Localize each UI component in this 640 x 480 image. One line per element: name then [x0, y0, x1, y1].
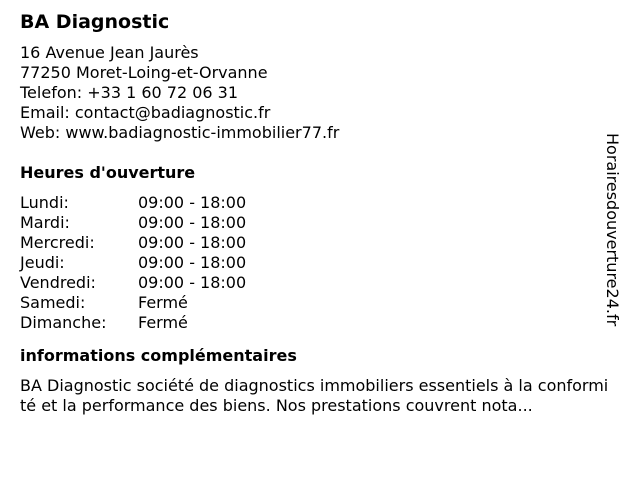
day-label: Mercredi: [20, 233, 95, 252]
day-label: Vendredi: [20, 273, 96, 292]
hours-row-saturday [20, 293, 610, 313]
time-value: 09:00 - 18:00 [138, 233, 247, 252]
time-value: 09:00 - 18:00 [138, 213, 247, 232]
street-address: 16 Avenue Jean Jaurès [20, 43, 199, 62]
day-label: Lundi: [20, 193, 69, 212]
hours-row-tuesday [20, 213, 610, 233]
hours-row-thursday [20, 253, 610, 273]
city-line: 77250 Moret-Loing-et-Orvanne [20, 63, 268, 82]
phone-line: Telefon: +33 1 60 72 06 31 [20, 83, 239, 102]
time-value: 09:00 - 18:00 [138, 193, 247, 212]
hours-row-wednesday [20, 233, 610, 253]
time-value: Fermé [138, 313, 188, 332]
web-line: Web: www.badiagnostic-immobilier77.fr [20, 123, 340, 142]
info-heading: informations complémentaires [20, 346, 297, 365]
hours-table [20, 193, 610, 333]
time-value: Fermé [138, 293, 188, 312]
info-description: BA Diagnostic société de diagnostics immobiliers essentiels à la conformité et la performance des biens. Nos prestations couvrent nota... [20, 376, 609, 415]
business-name: BA Diagnostic [20, 11, 170, 33]
business-card [20, 10, 610, 416]
hours-heading: Heures d'ouverture [20, 163, 196, 182]
time-value: 09:00 - 18:00 [138, 253, 247, 272]
day-label: Dimanche: [20, 313, 107, 332]
hours-row-friday [20, 273, 610, 293]
address-block [20, 43, 610, 143]
hours-row-sunday [20, 313, 610, 333]
side-brand-watermark: Horairesdouverture24.fr [603, 133, 622, 327]
day-label: Mardi: [20, 213, 70, 232]
time-value: 09:00 - 18:00 [138, 273, 247, 292]
hours-row-monday [20, 193, 610, 213]
email-line: Email: contact@badiagnostic.fr [20, 103, 271, 122]
day-label: Samedi: [20, 293, 86, 312]
day-label: Jeudi: [20, 253, 65, 272]
